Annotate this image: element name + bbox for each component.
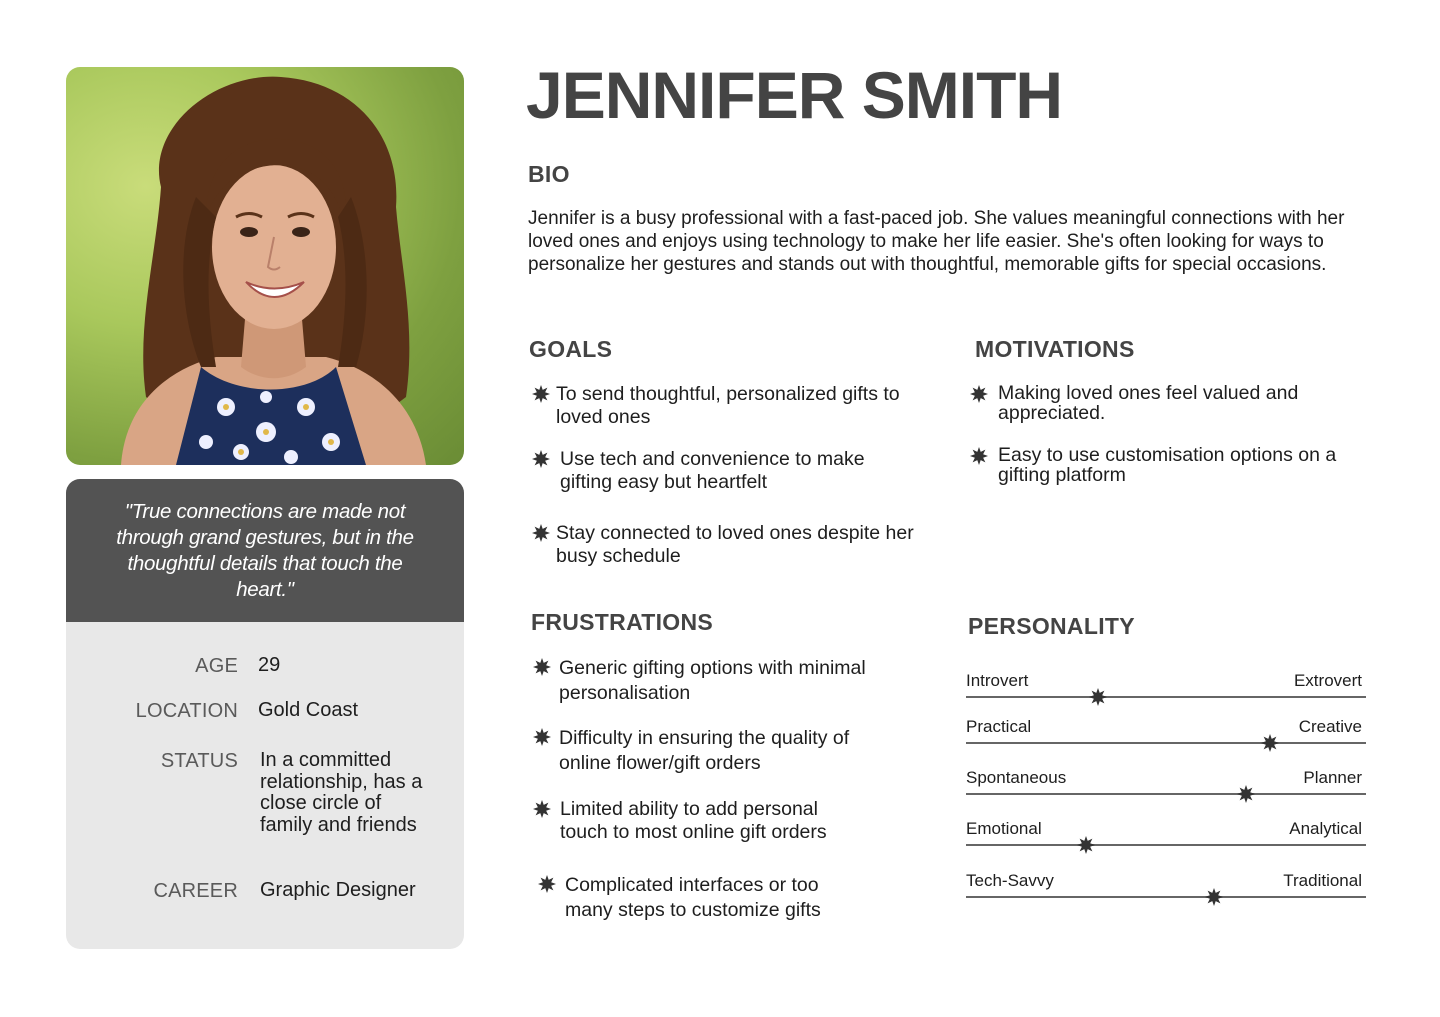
quote-box xyxy=(66,479,464,622)
trait-track xyxy=(966,896,1366,898)
persona-quote: "True connections are made not through grand gestures, but in the thoughtful details that touch the heart." xyxy=(116,499,414,601)
fact-label: STATUS xyxy=(160,750,238,772)
frustration-item xyxy=(538,873,868,923)
frustration-item xyxy=(533,656,903,706)
starburst-icon xyxy=(532,450,550,468)
goal-text: To send thoughtful, personalized gifts to loved ones xyxy=(556,383,900,428)
fact-value: 29 xyxy=(258,654,281,676)
goal-item xyxy=(532,522,917,568)
fact-value: In a committed relationship, has a close circle of family and friends xyxy=(260,749,423,836)
trait-left-label: Spontaneous xyxy=(966,768,1067,787)
trait-slider xyxy=(966,871,1366,901)
motivations-heading: MOTIVATIONS xyxy=(975,336,1135,362)
goal-item xyxy=(532,383,912,429)
bio-heading: BIO xyxy=(528,161,570,187)
trait-right-label: Analytical xyxy=(1289,819,1362,838)
goal-text: Stay connected to loved ones despite her busy schedule xyxy=(556,522,914,567)
frustration-text: Complicated interfaces or too many steps to customize gifts xyxy=(565,874,821,921)
trait-right-label: Creative xyxy=(1298,717,1362,736)
starburst-icon xyxy=(1261,734,1279,752)
frustration-item xyxy=(533,798,863,844)
trait-left-label: Tech-Savvy xyxy=(966,871,1054,890)
trait-track xyxy=(966,844,1366,846)
starburst-icon xyxy=(1089,688,1107,706)
fact-label: CAREER xyxy=(153,880,238,902)
trait-track xyxy=(966,793,1366,795)
trait-slider xyxy=(966,819,1366,849)
trait-left-label: Practical xyxy=(966,717,1032,736)
personality-heading: PERSONALITY xyxy=(968,613,1135,639)
trait-slider xyxy=(966,717,1366,747)
starburst-icon xyxy=(1205,888,1223,906)
starburst-icon xyxy=(532,385,550,403)
starburst-icon xyxy=(538,875,556,893)
persona-name: JENNIFER SMITH xyxy=(526,58,1063,132)
motivation-text: Making loved ones feel valued and appreciated. xyxy=(998,382,1299,424)
starburst-icon xyxy=(1077,836,1095,854)
trait-right-label: Extrovert xyxy=(1293,671,1362,690)
frustrations-heading: FRUSTRATIONS xyxy=(531,609,714,635)
trait-right-label: Traditional xyxy=(1283,871,1362,890)
frustration-text: Difficulty in ensuring the quality of online flower/gift orders xyxy=(559,727,850,774)
trait-slider xyxy=(966,671,1366,701)
fact-value: Gold Coast xyxy=(258,699,359,721)
fact-label: LOCATION xyxy=(135,700,238,722)
trait-slider xyxy=(966,768,1366,798)
persona-photo xyxy=(66,67,464,465)
bio-text: Jennifer is a busy professional with a fast-paced job. She values meaningful connections with her loved ones and enjoys using technology to make her life easier. She's often looking for ways to personalize her gestures and stands out with thoughtful, memorable gifts for special occasions. xyxy=(528,208,1345,275)
motivation-item xyxy=(970,383,1340,423)
trait-track xyxy=(966,742,1366,744)
starburst-icon xyxy=(533,658,551,676)
frustration-text: Generic gifting options with minimal personalisation xyxy=(559,657,866,704)
starburst-icon xyxy=(533,800,551,818)
goals-heading: GOALS xyxy=(529,336,613,362)
fact-value: Graphic Designer xyxy=(260,879,416,901)
frustration-text: Limited ability to add personal touch to most online gift orders xyxy=(560,798,827,843)
motivation-text: Easy to use customisation options on a gifting platform xyxy=(998,444,1337,486)
starburst-icon xyxy=(532,524,550,542)
trait-left-label: Emotional xyxy=(966,819,1042,838)
portrait-image xyxy=(66,67,464,465)
persona-info-card xyxy=(66,479,464,949)
starburst-icon xyxy=(970,447,988,465)
trait-right-label: Planner xyxy=(1303,768,1362,787)
goal-text: Use tech and convenience to make gifting easy but heartfelt xyxy=(560,448,865,493)
starburst-icon xyxy=(533,728,551,746)
starburst-icon xyxy=(970,385,988,403)
motivation-item xyxy=(970,445,1370,485)
starburst-icon xyxy=(1237,785,1255,803)
trait-left-label: Introvert xyxy=(966,671,1029,690)
fact-label: AGE xyxy=(195,655,238,677)
frustration-item xyxy=(533,726,883,776)
trait-track xyxy=(966,696,1366,698)
goal-item xyxy=(532,448,902,494)
